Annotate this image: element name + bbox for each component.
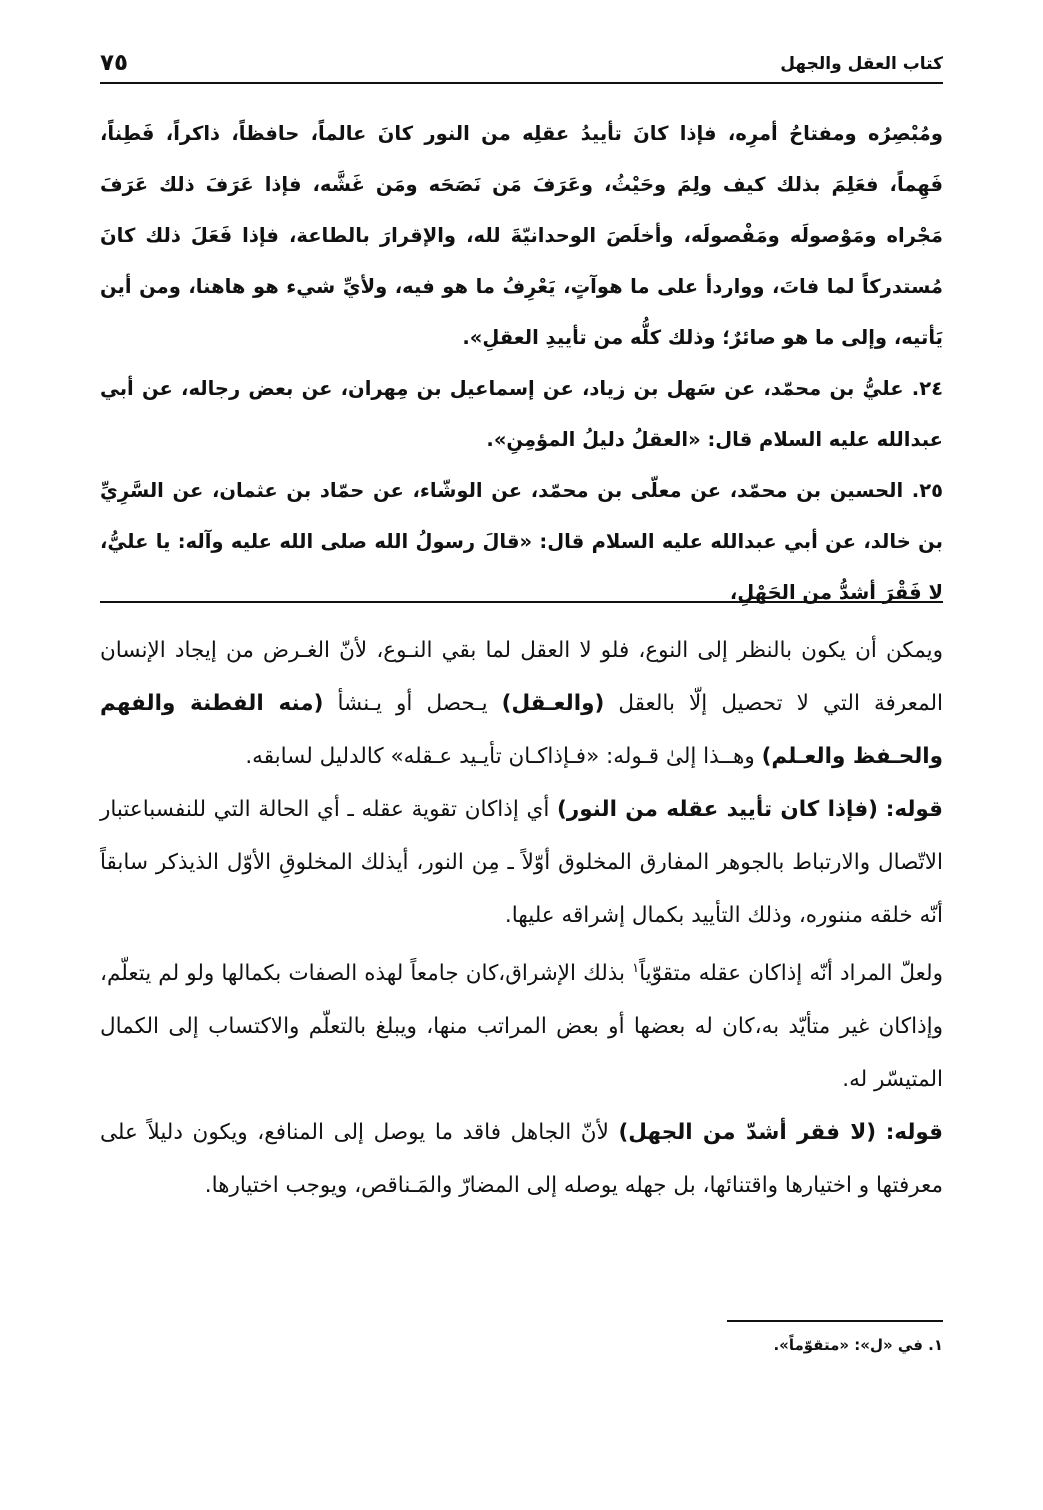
commentary-label: قوله: xyxy=(885,1120,943,1146)
text-separator-rule xyxy=(100,601,943,603)
page-number: ٧٥ xyxy=(100,50,129,76)
quoted-phrase: (فإذا كان تأييد عقله من النور) xyxy=(557,797,879,822)
quoted-phrase: (منه الفطنة والفهم والحـفظ والعـلم) xyxy=(100,691,943,769)
footnote-marker: ١ xyxy=(632,961,640,976)
commentary-text-run: ولعلّ المراد أنّه إذاكان عقله متقوّياً xyxy=(639,961,943,987)
running-title: كتاب العقل والجهل xyxy=(780,54,943,74)
hadith-paragraph: ومُبْصِرُه ومفتاحُ أمرِه، فإذا كانَ تأييدُ عقلِه من النور كانَ عالماً، حافظاً، ذاكراً، فَطِناً، فَهِماً، فعَلِمَ بذلك كيف ولِمَ وحَيْثُ، وعَرَفَ مَن نَصَحَه ومَن غَشَّه، فإذا عَرَفَ ذلك عَرَفَ مَجْراه ومَوْصولَه ومَفْصولَه، وأخلَصَ الوحدانيّةَ لله، والإقرارَ بالطاعة، فإذا فَعَلَ ذلك كانَ مُستدركاً لما فاتَ، وواردأ على ما هوآتٍ، يَعْرِفُ ما هو فيه، ولأيِّ شيء هو هاهنا، ومن أين يَأتيه، وإلى ما هو صائرٌ؛ وذلك كلُّه من تأييدِ العقلِ». xyxy=(100,122,943,349)
footnote: ١. في «ل»: «متقوّماً». xyxy=(773,1336,943,1354)
commentary-text-run: لأنّ الجاهل فاقد ما يوصل إلى المنافع، ويكون دليلاً على معرفتها و اختيارها واقتنائها، بل جهله يوصله إلى المضارّ والمَـناقص، ويوجب اختيارها. xyxy=(100,1120,943,1199)
commentary-paragraph xyxy=(100,942,943,1106)
commentary-text-run: وهــذا إلىٰ قـوله: «فـإذاكـان تأيـيد عـقله» كالدليل لسابقه. xyxy=(245,744,755,769)
footnote-rule xyxy=(727,1320,943,1322)
hadith-text xyxy=(100,108,943,618)
commentary-paragraph xyxy=(100,783,943,942)
commentary-text xyxy=(100,624,943,1212)
hadith-24: ٢٤. عليُّ بن محمّد، عن سَهل بن زياد، عن إسماعيل بن مِهران، عن بعض رجاله، عن أبي عبدالله عليه السلام قال: «العقلُ دليلُ المؤمِنِ». xyxy=(100,377,943,451)
commentary-label: قوله: xyxy=(885,797,943,822)
quoted-phrase: (والعـقل) xyxy=(501,691,605,716)
commentary-paragraph xyxy=(100,624,943,783)
hadith-25: ٢٥. الحسين بن محمّد، عن معلّى بن محمّد، عن الوشّاء، عن حمّاد بن عثمان، عن السَّرِيِّ بن خالد، عن أبي عبدالله عليه السلام قال: «قالَ رسولُ الله صلى الله عليه وآله: يا عليُّ، لا فَقْرَ أشدُّ من الجَهْلِ، xyxy=(100,479,943,604)
commentary-text-run: يـحصل أو يـنشأ xyxy=(337,691,488,716)
commentary-paragraph xyxy=(100,1106,943,1212)
quoted-phrase: (لا فقر أشدّ من الجهل) xyxy=(618,1120,877,1146)
commentary-text-run: بذلك الإشراق،كان جامعاً لهذه الصفات بكمالها ولو لم يتعلّم، وإذاكان غير متأيّد به،كان له بعضها أو بعض المراتب منها، ويبلغ بالتعلّم والاكتساب إلى الكمال المتيسّر له. xyxy=(100,961,943,1093)
commentary-text-run: أي إذاكان تقوية عقله ـ أي الحالة التي للنفسباعتبار الاتّصال والارتباط بالجوهر المفارق المخلوق أوّلاً ـ مِن النور، أيذلك المخلوقِ الأوّل الذيذكر سابقاً أنّه خلقه مننوره، وذلك التأييد بكمال إشراقه عليها. xyxy=(100,797,943,928)
running-header xyxy=(100,38,943,84)
commentary-text-run: ويمكن أن يكون بالنظر إلى النوع، فلو لا العقل لما بقي النـوع، لأنّ الغـرض من إيجاد الإنسان المعرفة التي لا تحصيل إلّا بالعقل xyxy=(100,638,943,716)
